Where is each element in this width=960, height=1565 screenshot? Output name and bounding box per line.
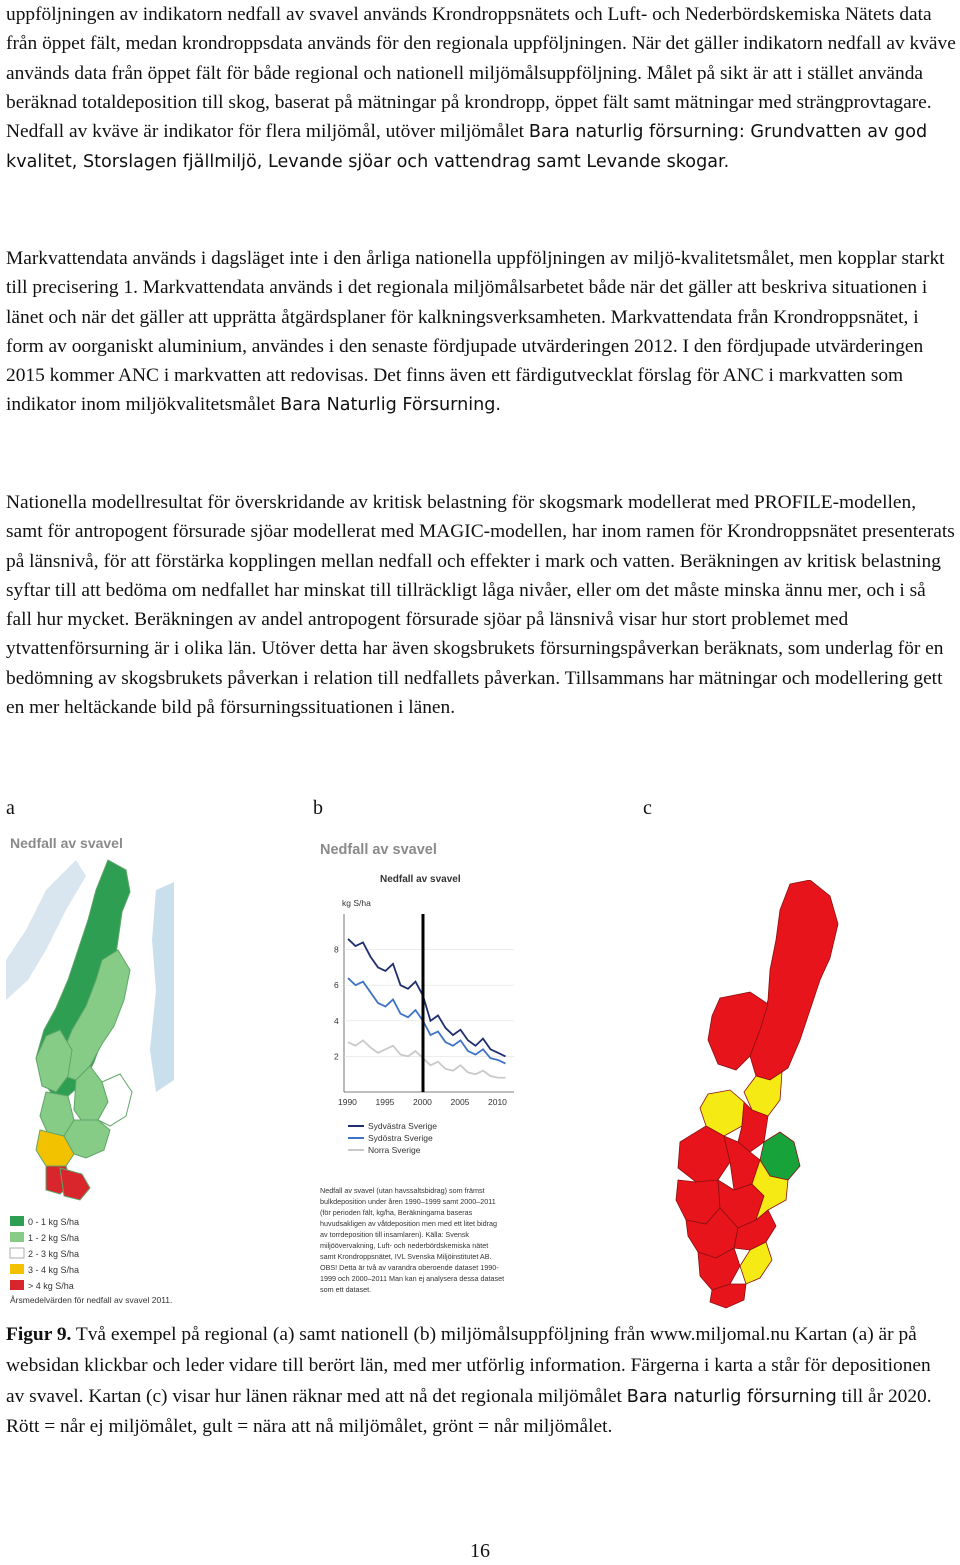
panel-a-note: Årsmedelvärden för nedfall av svavel 2011. (10, 1295, 173, 1305)
note-line-6: miljöövervakning, Luft- och nederbördskemiska nätet (320, 1241, 489, 1250)
page-number: 16 (470, 1540, 490, 1562)
legend-label-norra: Norra Sverige (368, 1145, 421, 1155)
legend-swatch-1-2 (10, 1232, 24, 1242)
panel-b-xtick-label: 2000 (413, 1097, 432, 1107)
caption-label: Figur 9. (6, 1324, 72, 1345)
legend-label-3-4: 3 - 4 kg S/ha (28, 1265, 80, 1275)
sweden-goal-map (676, 880, 838, 1308)
panel-a-map[interactable] (6, 830, 176, 1310)
paragraph-2-goal: Bara Naturlig Försurning. (280, 395, 502, 416)
panel-b-title: Nedfall av svavel (320, 842, 437, 858)
paragraph-1 (6, 0, 956, 178)
panel-b-ytick-label: 2 (334, 1051, 339, 1062)
panel-b-ytick-label: 6 (334, 980, 339, 991)
legend-label-sydvast: Sydvästra Sverige (368, 1121, 437, 1131)
panel-b-unit: kg S/ha (342, 898, 371, 908)
note-line-8: OBS! Detta är två av varandra oberoende dataset 1990- (320, 1263, 499, 1272)
caption-text-c: till år 2020. Rött = når ej miljömålet, gult = nära att nå miljömålet, grönt = når miljömålet. (6, 1385, 932, 1438)
panel-a-legend (10, 1216, 172, 1305)
panel-b-inner-title: Nedfall av svavel (380, 874, 461, 885)
panel-a-title: Nedfall av svavel (10, 835, 123, 851)
figure-label-c: c (643, 797, 652, 819)
legend-label-0-1: 0 - 1 kg S/ha (28, 1217, 80, 1227)
paragraph-2-text: Markvattendata används i dagsläget inte i den årliga nationella uppföljningen av miljö-kvalitetsmålet, men kopplar starkt till precisering 1. Markvattendata används i det regionala miljömålsarbetet både när det gäller att beskriva situationen i länet och när det gäller att upprätta åtgärdsplaner för kalkningsverksamheten. Markvattendata från Krondroppsnätet, i form av oorganiskt aluminium, användes i den senaste fördjupade utvärderingen 2012. I den fördjupade utvärderingen 2015 kommer ANC i markvatten att redovisas. Det finns även ett färdigutvecklat förslag för ANC i markvatten som indikator inom miljökvalitetsmålet (6, 248, 945, 416)
panel-b-xtick-label: 2005 (450, 1097, 470, 1107)
figure-label-b: b (313, 797, 323, 819)
panel-b-ytick-label: 4 (334, 1015, 339, 1026)
caption-goal: Bara naturlig försurning (626, 1386, 837, 1407)
caption-text-a: Två exempel på regional (a) samt nationell (b) miljömålsuppföljning från www.miljomal.nu Kartan (a) är på websidan klickbar och leder vidare till berört län, med mer utförlig information. Färgerna i karta a står för depositionen av svavel. Kartan (c) visar hur länen räknar med att nå det regionala miljömålet (6, 1324, 931, 1407)
note-line-1: Nedfall av svavel (utan havssaltsbidrag) som främst (320, 1186, 485, 1195)
note-line-4: huvudsakligen av våtdeposition men med ett litet bidrag (320, 1219, 497, 1228)
panel-b-ytick-label: 8 (334, 944, 339, 955)
panel-b-xtick-label: 1995 (375, 1097, 395, 1107)
note-line-3: (för perioden fält, kg/ha, Beräkningarna baseras (320, 1208, 473, 1217)
panel-b-xtick-label: 2010 (488, 1097, 507, 1107)
figure-label-a: a (6, 797, 15, 819)
panel-b-chart (314, 832, 554, 1310)
paragraph-1-text: uppföljningen av indikatorn nedfall av svavel används Krondroppsnätets och Luft- och Nederbördskemiska Nätets data från öppet fält, medan krondroppsdata används för den regionala uppföljningen. När det gäller indikatorn nedfall av kväve används data från öppet fält för både regional och nationell miljömålsuppföljning. Målet på sikt är att i stället använda beräknad totaldeposition till skog, baserat på mätningar på krondropp, öppet fält samt mätningar med strängprovtagare. Nedfall av kväve är indikator för flera miljömål, utöver miljömålet (6, 4, 956, 143)
legend-label-sydost: Sydöstra Sverige (368, 1133, 433, 1143)
panel-b-series-sydvast (348, 939, 506, 1056)
paragraph-1-goals: Bara naturlig försurning: Grundvatten av god kvalitet, Storslagen fjällmiljö, Levande sjöar och vattendrag samt Levande skogar. (6, 122, 928, 173)
note-line-7: samt Krondroppsnätet, IVL Svenska Miljöinstitutet AB. (320, 1252, 492, 1261)
note-line-2: bulkdeposition under åren 1990–1999 samt 2000–2011 (320, 1197, 496, 1206)
paragraph-3: Nationella modellresultat för överskridande av kritisk belastning för skogsmark modellerat med PROFILE-modellen, samt för antropogent försurade sjöar modellerat med MAGIC-modellen, har inom ramen för Krondroppsnätet presenterats på länsnivå, för att förstärka kopplingen mellan nedfall och effekter i mark och vatten. Beräkningen av kritisk belastning syftar till att bedöma om nedfallet har minskat till tillräckligt låga nivåer, eller om det måste minska ännu mer, och i så fall hur mycket. Beräkningen av andel antropogent försurade sjöar på länsnivå visar hur stort problemet med ytvattenförsurning är i olika län. Utöver detta har även skogsbrukets försurningspåverkan beräknats, som underlag för en bedömning av skogsbrukets påverkan i relation till nedfallets påverkan. Tillsammans har mätningar och modellering gett en mer heltäckande bild på försurningssituationen i länen. (6, 492, 955, 719)
note-line-5: av torrdeposition till insamlaren). Källa: Svensk (320, 1230, 470, 1239)
legend-swatch-0-1 (10, 1216, 24, 1226)
legend-label-gt4: > 4 kg S/ha (28, 1281, 74, 1291)
panel-b-legend (348, 1121, 437, 1155)
legend-swatch-2-3 (10, 1248, 24, 1258)
legend-label-2-3: 2 - 3 kg S/ha (28, 1249, 80, 1259)
legend-swatch-gt4 (10, 1280, 24, 1290)
paragraph-2 (6, 244, 956, 421)
legend-label-1-2: 1 - 2 kg S/ha (28, 1233, 80, 1243)
sweden-sulfur-map (6, 860, 174, 1200)
panel-b-note (320, 1186, 504, 1294)
figure-caption (6, 1320, 946, 1443)
legend-swatch-3-4 (10, 1264, 24, 1274)
note-line-10: som ett dataset. (320, 1285, 372, 1294)
panel-b-series-norra (348, 1040, 506, 1077)
note-line-9: 1999 och 2000–2011 Man kan ej analysera dessa dataset (320, 1274, 505, 1283)
panel-b-xtick-label: 1990 (338, 1097, 357, 1107)
panel-c-map (660, 880, 885, 1310)
